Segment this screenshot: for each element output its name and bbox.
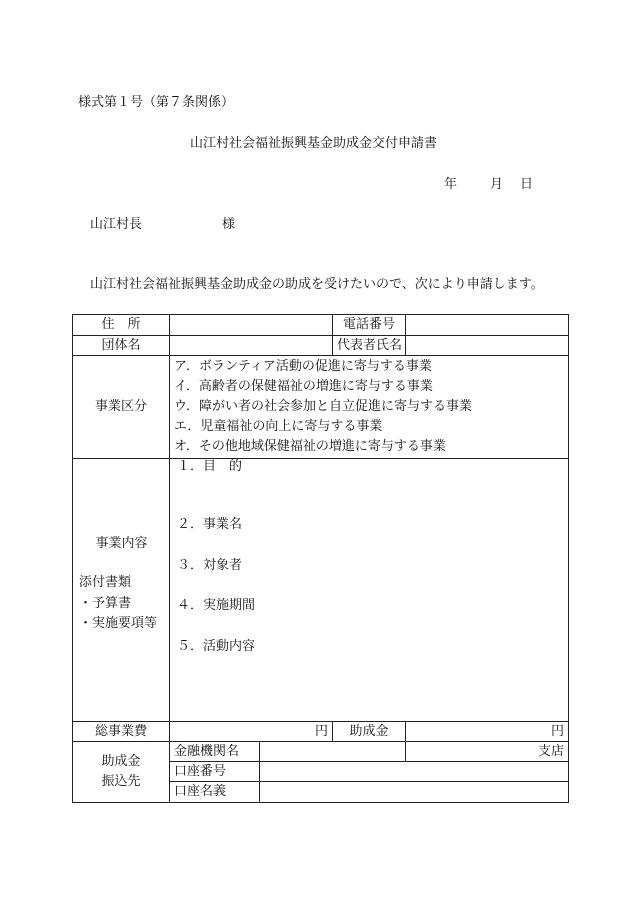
phone-label: 電話番号 <box>333 315 406 336</box>
organization-label: 団体名 <box>73 336 170 356</box>
document-title: 山江村社会福祉振興基金助成金交付申請書 <box>190 136 438 151</box>
attachment-budget: ・予算書 <box>79 596 132 611</box>
account-name-label: 口座名義 <box>170 782 260 803</box>
content-field[interactable] <box>170 459 569 722</box>
category-option-u[interactable]: ウ．障がい者の社会参加と自立促進に寄与する事業 <box>174 399 472 414</box>
category-option-e[interactable]: エ．児童福祉の向上に寄与する事業 <box>174 419 383 434</box>
date-month: 月 <box>490 177 504 192</box>
account-number-field[interactable] <box>260 762 569 782</box>
category-option-i[interactable]: イ．高齢者の保健福祉の増進に寄与する事業 <box>174 379 433 394</box>
date-year: 年 <box>444 177 458 192</box>
addressee-honorific: 様 <box>222 217 236 232</box>
content-row <box>73 459 569 722</box>
attachments-label: 添付書類 <box>79 575 132 590</box>
category-row <box>73 356 569 459</box>
content-item-activities: ５．活動内容 <box>177 639 256 654</box>
transfer-label-line2: 振込先 <box>101 774 141 789</box>
total-cost-label: 総事業費 <box>73 722 170 742</box>
bank-row <box>73 742 569 762</box>
content-item-period: ４．実施期間 <box>177 598 256 613</box>
account-number-label: 口座番号 <box>170 762 260 782</box>
phone-field[interactable] <box>406 315 569 336</box>
bank-name-label: 金融機関名 <box>170 742 260 762</box>
organization-field[interactable] <box>170 336 333 356</box>
grant-amount-field[interactable]: 円 <box>406 722 569 742</box>
transfer-label-line1: 助成金 <box>101 754 141 769</box>
total-cost-field[interactable]: 円 <box>170 722 333 742</box>
organization-row <box>73 336 569 356</box>
transfer-destination-label <box>73 742 170 803</box>
content-label: 事業内容 <box>95 536 148 551</box>
application-form-table <box>72 314 569 803</box>
category-options <box>170 356 569 459</box>
budget-row <box>73 722 569 742</box>
form-number-label: 様式第１号（第７条関係） <box>78 95 235 110</box>
address-row <box>73 315 569 336</box>
addressee <box>90 217 235 233</box>
address-label: 住 所 <box>73 315 170 336</box>
category-option-o[interactable]: オ．その他地域保健福祉の増進に寄与する事業 <box>174 439 446 454</box>
content-item-target: ３．対象者 <box>177 558 243 573</box>
date-day: 日 <box>520 177 534 192</box>
date-line <box>444 177 533 193</box>
address-field[interactable] <box>170 315 333 336</box>
attachment-guidelines: ・実施要項等 <box>79 616 158 631</box>
content-item-project-name: ２．事業名 <box>177 517 243 532</box>
grant-amount-label: 助成金 <box>333 722 406 742</box>
content-item-purpose: １．目 的 <box>177 459 243 474</box>
category-option-a[interactable]: ア．ボランティア活動の促進に寄与する事業 <box>174 359 432 374</box>
addressee-name: 山江村長 <box>90 217 143 232</box>
branch-field[interactable]: 支店 <box>406 742 569 762</box>
content-label-cell <box>73 459 170 722</box>
representative-field[interactable] <box>406 336 569 356</box>
intro-text: 山江村社会福祉振興基金助成金の助成を受けたいので、次により申請します。 <box>90 277 544 292</box>
category-label: 事業区分 <box>73 356 170 459</box>
representative-label: 代表者氏名 <box>333 336 406 356</box>
bank-name-field[interactable] <box>260 742 406 762</box>
account-name-field[interactable] <box>260 782 569 803</box>
